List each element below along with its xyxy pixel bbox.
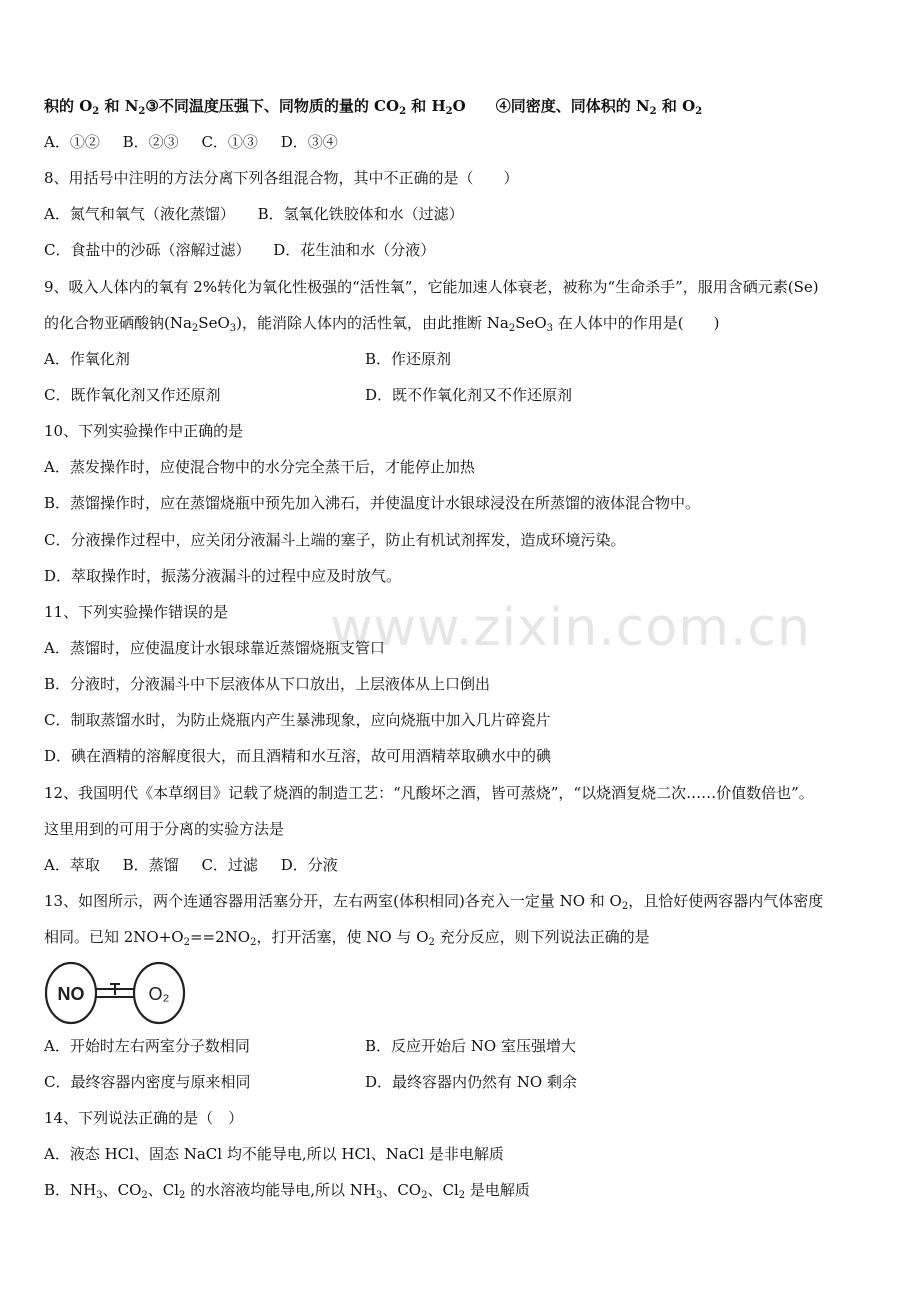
q11-option-c: C．制取蒸馏水时，为防止烧瓶内产生暴沸现象，应向烧瓶中加入几片碎瓷片 (44, 711, 551, 729)
q8-option-b: B．氢氧化铁胶体和水（过滤） (257, 205, 464, 223)
right-vessel-label: O₂ (148, 984, 170, 1004)
left-vessel-label: NO (57, 984, 85, 1004)
q14-option-a: A．液态 HCl、固态 NaCl 均不能导电,所以 HCl、NaCl 是非电解质 (44, 1145, 504, 1163)
q11-option-a: A．蒸馏时，应使温度计水银球靠近蒸馏烧瓶支管口 (44, 639, 385, 657)
q13-stem-2: 相同。已知 $2NO+O_2==2NO_2$，打开活塞，使 NO 与 $O_2$ 充分反应，则下列说法正确的是 (44, 928, 650, 948)
q7-stem-tail: 积的 $O_2$ 和 $N_2③$不同温度压强下、同物质的量的 $CO_2$ 和 $H_2O$ ④同密度、同体积的 $N_2$ 和 $O_2$ (44, 97, 703, 117)
q13-option-d: D．最终容器内仍然有 NO 剩余 (365, 1073, 577, 1091)
q11-stem: 11、下列实验操作错误的是 (44, 603, 229, 621)
q14-stem: 14、下列说法正确的是（ ） (44, 1109, 244, 1127)
q7-option-d: D．③④ (280, 133, 338, 151)
q12-option-a: A．萃取 (44, 856, 100, 874)
q12-option-b: B．蒸馏 (122, 856, 179, 874)
q7-option-c: C．①③ (201, 133, 258, 151)
q10-stem: 10、下列实验操作中正确的是 (44, 422, 244, 440)
q8-option-d: D．花生油和水（分液） (273, 241, 436, 259)
q12-stem-2: 这里用到的可用于分离的实验方法是 (44, 820, 285, 838)
q8-option-c: C．食盐中的沙砾（溶解过滤） (44, 241, 251, 259)
q7-option-a: A．①② (44, 133, 100, 151)
q9-option-b: B．作还原剂 (365, 350, 452, 368)
q10-option-b: B．蒸馏操作时，应在蒸馏烧瓶中预先加入沸石，并使温度计水银球浸没在所蒸馏的液体混合物中。 (44, 494, 701, 512)
q9-stem-2: 的化合物亚硒酸钠$(Na_2SeO_3)$，能消除人体内的活性氧，由此推断 $Na_2SeO_3$ 在人体中的作用是( ) (44, 314, 720, 334)
q13-option-a: A．开始时左右两室分子数相同 (44, 1037, 250, 1055)
q9-stem-1: 9、吸入人体内的氧有 2%转化为氧化性极强的“活性氧”，它能加速人体衰老，被称为“生命杀手”，服用含硒元素(Se) (44, 278, 819, 296)
q10-option-d: D．萃取操作时，振荡分液漏斗的过程中应及时放气。 (44, 567, 402, 585)
q12-option-c: C．过滤 (201, 856, 258, 874)
q8-options-cd (44, 240, 435, 260)
q13-stem-1: 13、如图所示，两个连通容器用活塞分开，左右两室(体积相同)各充入一定量 NO 和 $O_2$，且恰好使两容器内气体密度 (44, 892, 824, 912)
q10-option-c: C．分液操作过程中，应关闭分液漏斗上端的塞子，防止有机试剂挥发，造成环境污染。 (44, 531, 626, 549)
q7-option-b: B．②③ (122, 133, 179, 151)
q11-option-b: B．分液时，分液漏斗中下层液体从下口放出，上层液体从上口倒出 (44, 675, 491, 693)
q8-option-a: A．氮气和氧气（液化蒸馏） (44, 205, 235, 223)
q14-option-b: B．$NH_3$、$CO_2$、$Cl_2$ 的水溶液均能导电,所以 $NH_3$、$CO_2$、$Cl_2$ 是电解质 (44, 1181, 530, 1201)
q12-options (44, 855, 338, 875)
q9-option-c: C．既作氧化剂又作还原剂 (44, 386, 221, 404)
q7-options (44, 132, 338, 152)
q10-option-a: A．蒸发操作时，应使混合物中的水分完全蒸干后，才能停止加热 (44, 458, 475, 476)
q9-option-d: D．既不作氧化剂又不作还原剂 (365, 386, 573, 404)
q11-option-d: D．碘在酒精的溶解度很大，而且酒精和水互溶，故可用酒精萃取碘水中的碘 (44, 747, 552, 765)
q13-option-c: C．最终容器内密度与原来相同 (44, 1073, 251, 1091)
connected-vessels-diagram (44, 960, 186, 1026)
q8-options-ab (44, 204, 464, 224)
q9-option-a: A．作氧化剂 (44, 350, 130, 368)
q12-stem-1: 12、我国明代《本草纲目》记载了烧酒的制造工艺：“凡酸坏之酒，皆可蒸烧”，“以烧酒复烧二次……价值数倍也”。 (44, 784, 814, 802)
q12-option-d: D．分液 (280, 856, 338, 874)
watermark: www.zixin.com.cn (330, 598, 811, 658)
q13-option-b: B．反应开始后 NO 室压强增大 (365, 1037, 576, 1055)
q8-stem: 8、用括号中注明的方法分离下列各组混合物，其中不正确的是（ ） (44, 169, 519, 187)
